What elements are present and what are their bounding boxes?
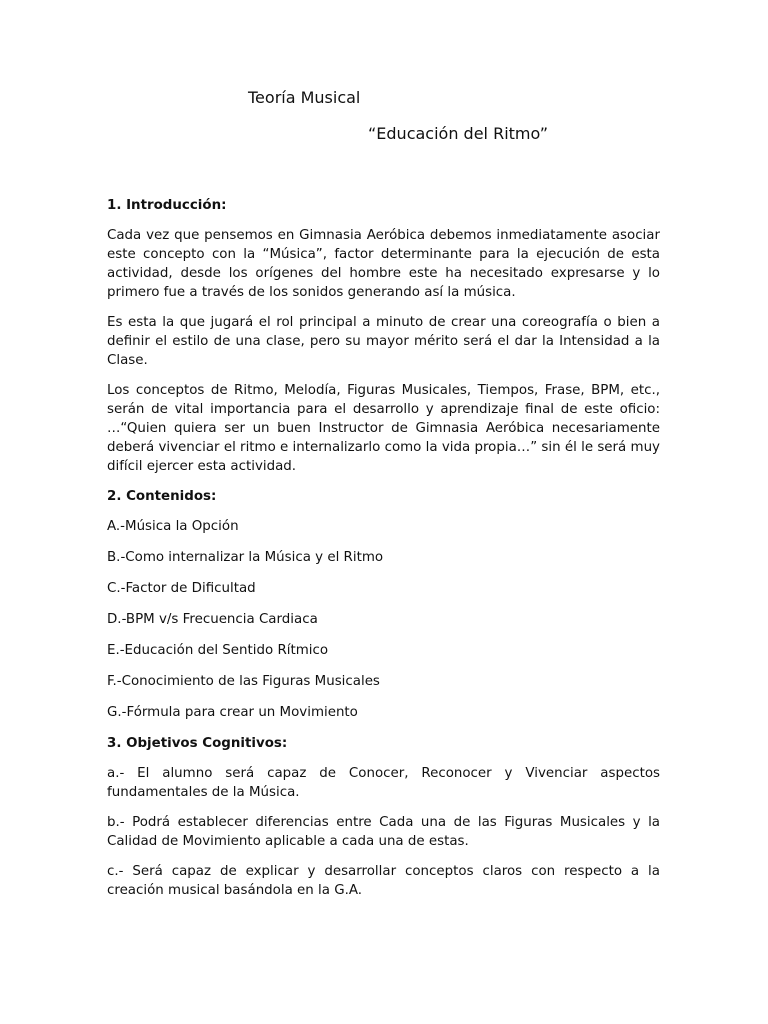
document-title: Teoría Musical (248, 88, 361, 107)
document-subtitle: “Educación del Ritmo” (368, 124, 549, 143)
list-item: F.-Conocimiento de las Figuras Musicales (107, 674, 380, 689)
list-item: B.-Como internalizar la Música y el Ritmo (107, 550, 384, 565)
intro-paragraph: Los conceptos de Ritmo, Melodía, Figuras Musicales, Tiempos, Frase, BPM, etc., serán de vital importancia para el desarrollo y aprendizaje final de este oficio: …“Quien quiera ser un buen Instructor de Gimnasia Aeróbica necesariamente deberá vivenciar el ritmo e internalizarlo como la vida propia…” sin él le será muy difícil ejercer esta actividad. (107, 383, 660, 474)
section-heading-contenidos: 2. Contenidos: (107, 489, 217, 504)
section-heading-introduccion: 1. Introducción: (107, 198, 227, 213)
list-item: E.-Educación del Sentido Rítmico (107, 643, 329, 658)
list-item: G.-Fórmula para crear un Movimiento (107, 705, 358, 720)
objective-paragraph: a.- El alumno será capaz de Conocer, Reconocer y Vivenciar aspectos fundamentales de la Música. (107, 766, 660, 800)
list-item: C.-Factor de Dificultad (107, 581, 256, 596)
intro-paragraph: Cada vez que pensemos en Gimnasia Aeróbica debemos inmediatamente asociar este concepto con la “Música”, factor determinante para la ejecución de esta actividad, desde los orígenes del hombre este ha necesitado expresarse y lo primero fue a través de los sonidos generando así la música. (107, 228, 660, 300)
objective-paragraph: b.- Podrá establecer diferencias entre Cada una de las Figuras Musicales y la Calidad de Movimiento aplicable a cada una de estas. (107, 815, 660, 849)
intro-paragraph: Es esta la que jugará el rol principal a minuto de crear una coreografía o bien a definir el estilo de una clase, pero su mayor mérito será el dar la Intensidad a la Clase. (107, 315, 660, 368)
section-heading-objetivos: 3. Objetivos Cognitivos: (107, 736, 288, 751)
list-item: D.-BPM v/s Frecuencia Cardiaca (107, 612, 318, 627)
objective-paragraph: c.- Será capaz de explicar y desarrollar conceptos claros con respecto a la creación musical basándola en la G.A. (107, 864, 660, 898)
list-item: A.-Música la Opción (107, 519, 239, 534)
document-body (107, 196, 660, 911)
contents-list (107, 517, 660, 722)
